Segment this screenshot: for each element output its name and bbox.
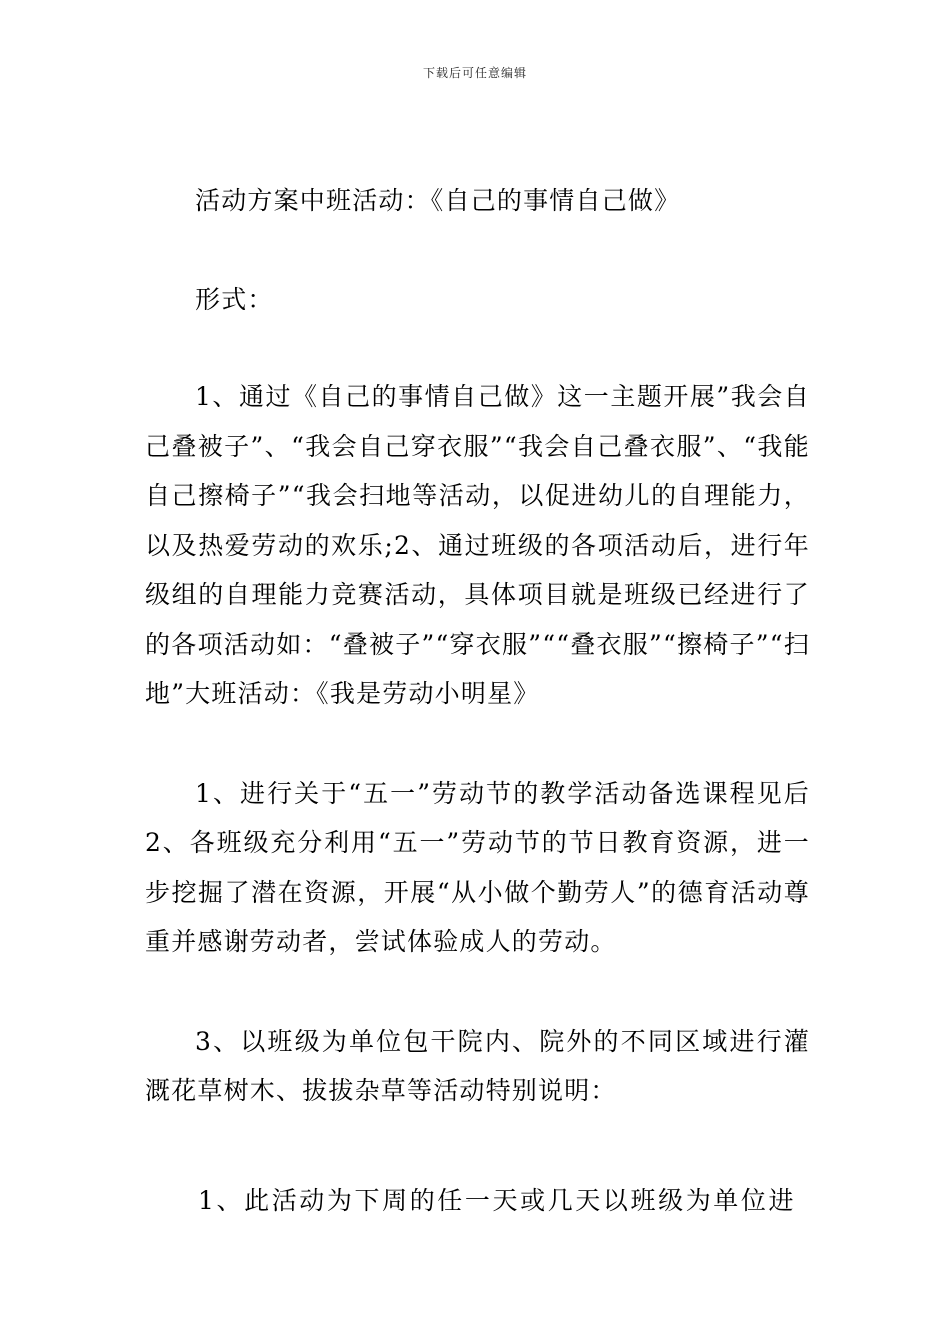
paragraph-4: 1、此活动为下周的任一天或几天以班级为单位进 <box>198 1186 797 1215</box>
paragraph-3: 3、以班级为单位包干院内、院外的不同区域进行灌溉花草树木、拔拔杂草等活动特别说明： <box>145 1026 810 1105</box>
document-title: 活动方案中班活动：《自己的事情自己做》 <box>195 186 681 215</box>
header-note: 下载后可任意编辑 <box>422 66 527 80</box>
paragraph-2: 1、进行关于“五一”劳动节的教学活动备选课程见后2、各班级充分利用“五一”劳动节的节日教育资源，进一步挖掘了潜在资源，开展“从小做个勤劳人”的德育活动尊重并感谢劳动者，尝试体验成人的劳动。 <box>145 778 810 956</box>
form-label: 形式： <box>195 284 274 314</box>
paragraph-1: 1、通过《自己的事情自己做》这一主题开展”我会自己叠被子”、“我会自己穿衣服”“我会自己叠衣服”、“我能自己擦椅子”“我会扫地等活动，以促进幼儿的自理能力，以及热爱劳动的欢乐;2、通过班级的各项活动后，进行年级组的自理能力竞赛活动，具体项目就是班级已经进行了的各项活动如：“叠被子”“穿衣服”““叠衣服”“擦椅子”“扫地”大班活动：《我是劳动小明星》 <box>145 382 810 708</box>
document-body <box>145 176 810 1116</box>
